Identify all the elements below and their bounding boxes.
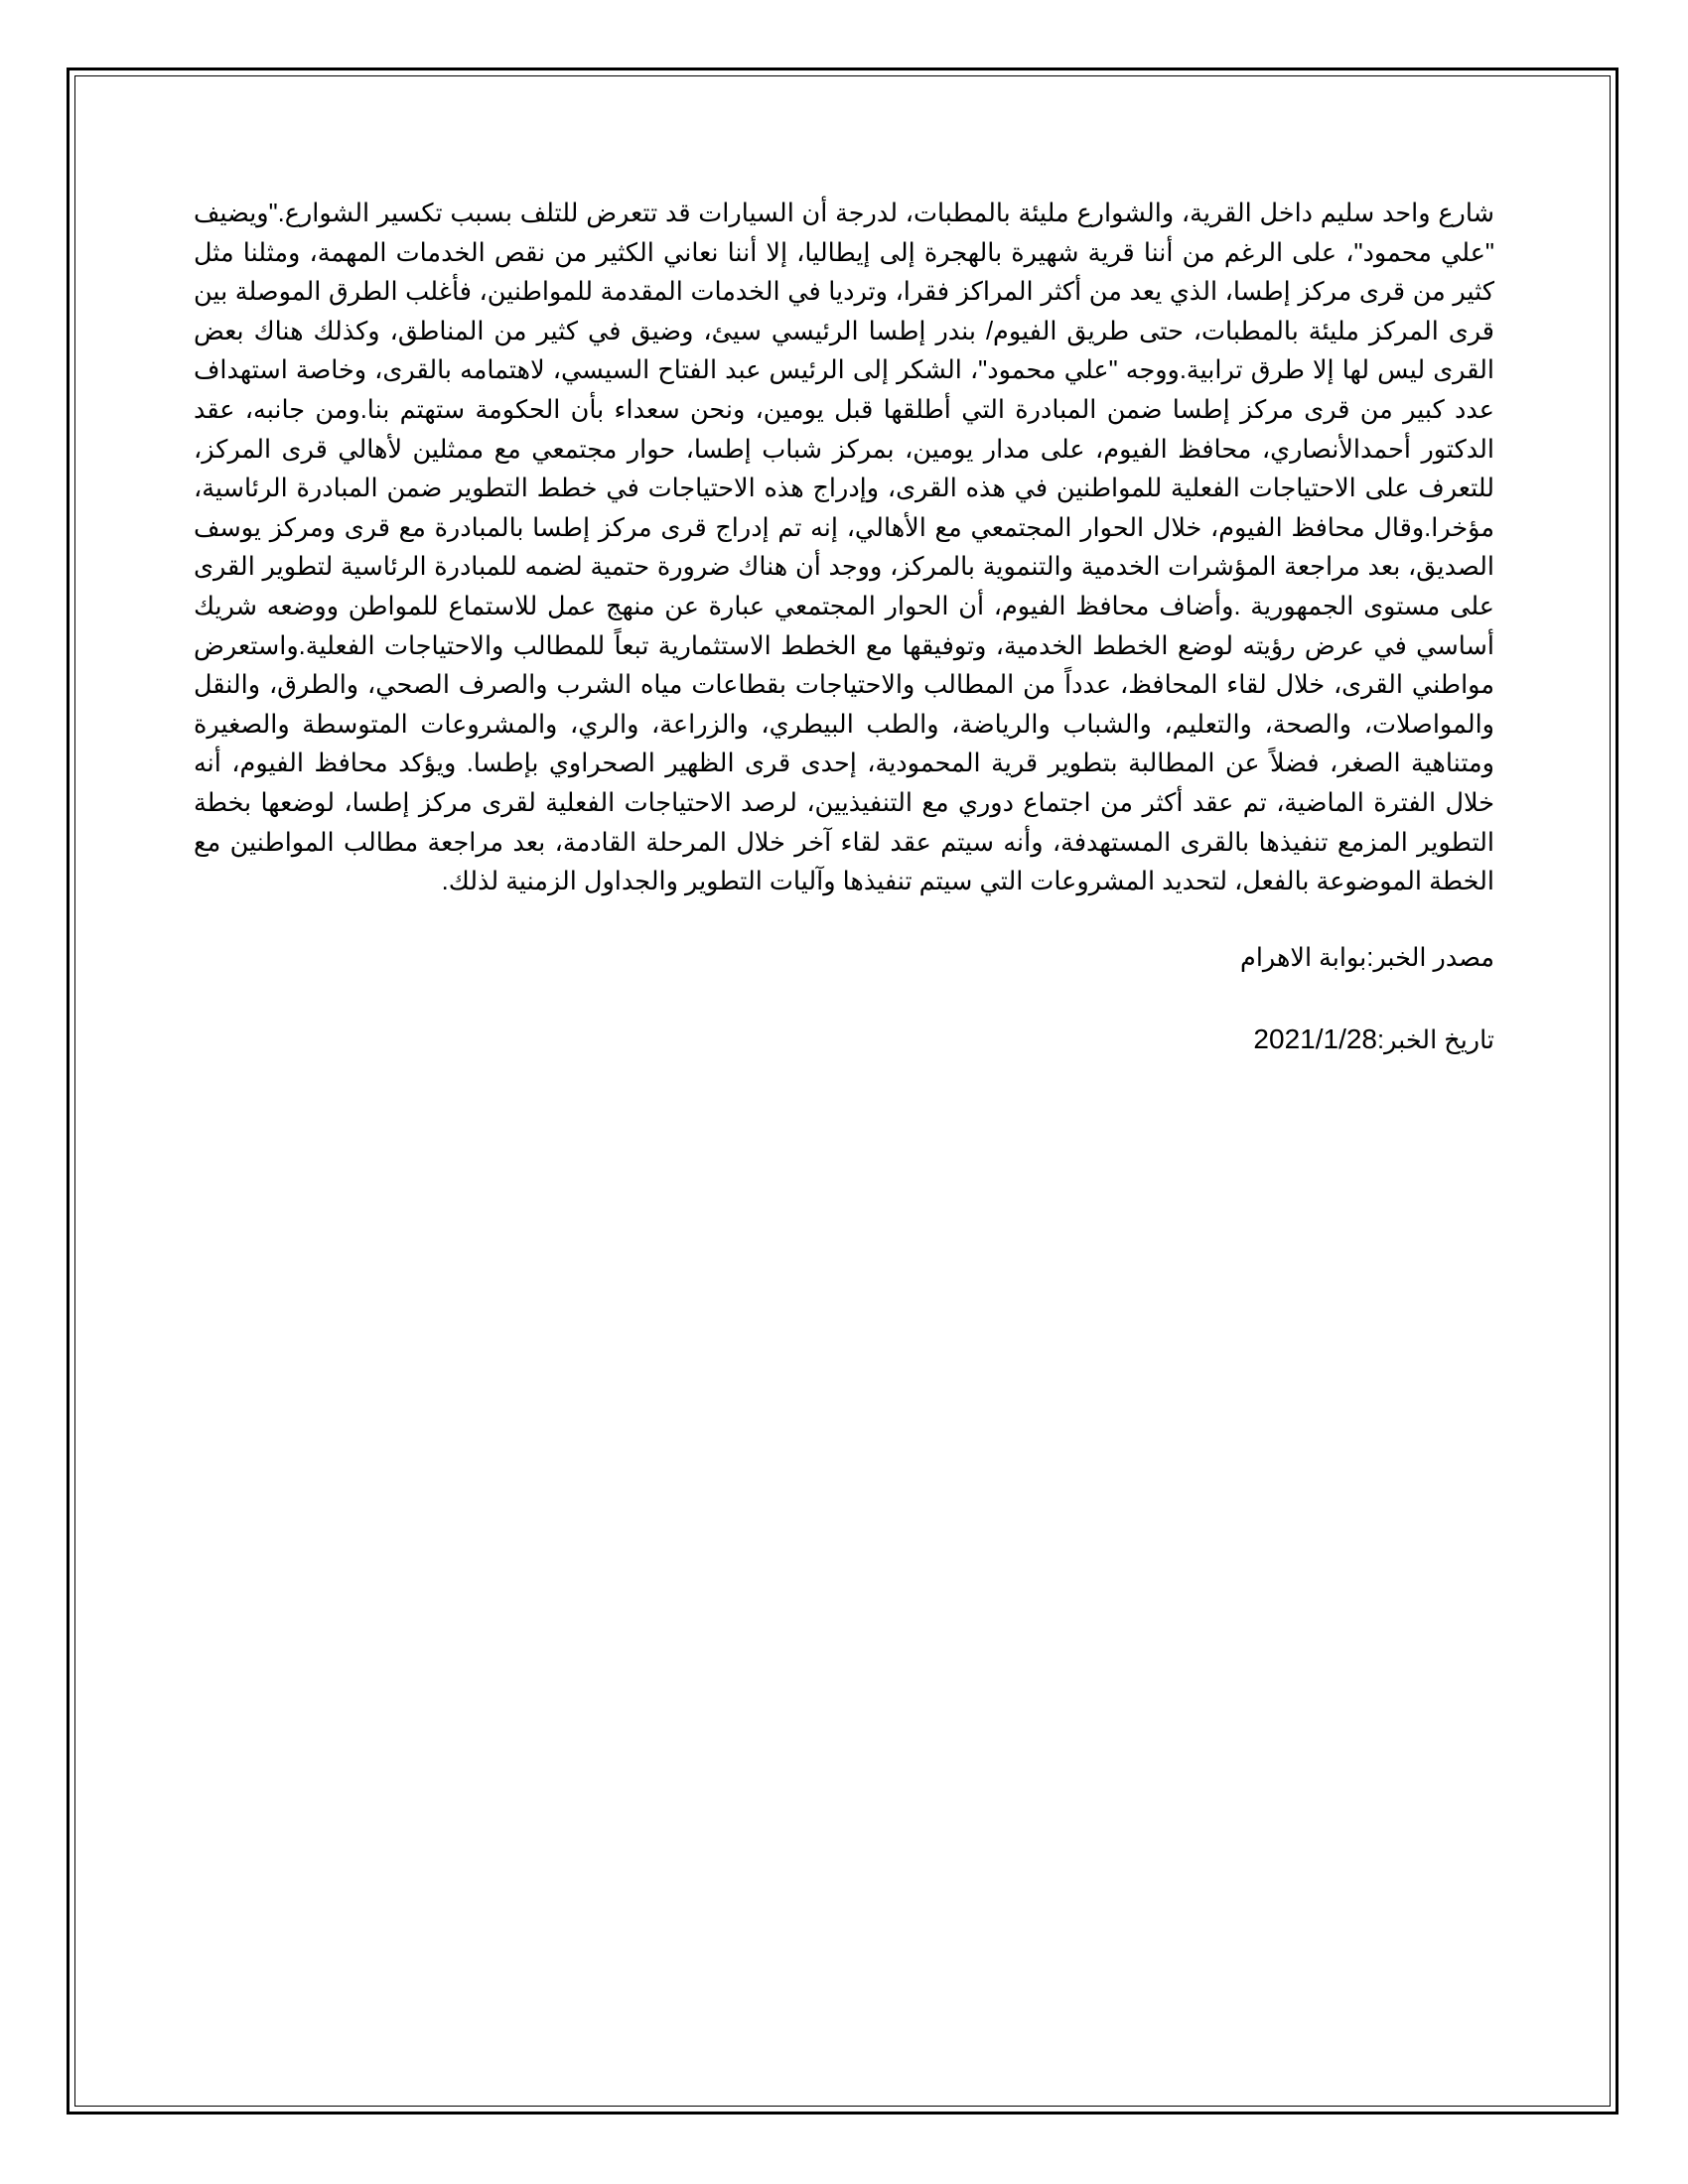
news-date bbox=[194, 1020, 1494, 1060]
news-date-label: تاريخ الخبر: bbox=[1377, 1025, 1494, 1054]
news-source-value: بوابة الاهرام bbox=[1240, 943, 1367, 972]
news-source bbox=[194, 938, 1494, 978]
news-source-label: مصدر الخبر: bbox=[1366, 943, 1494, 972]
article-body: شارع واحد سليم داخل القرية، والشوارع مليئة بالمطبات، لدرجة أن السيارات قد تتعرض للتلف بسبب تكسير الشوارع."ويضيف "علي محمود"، على الرغم من أننا قرية شهيرة بالهجرة إلى إيطاليا، إلا أننا نعاني الكثير من نقص الخدمات المهمة، ومثلنا مثل كثير من قرى مركز إطسا، الذي يعد من أكثر المراكز فقرا، وترديا في الخدمات المقدمة للمواطنين، فأغلب الطرق الموصلة بين قرى المركز مليئة بالمطبات، حتى طريق الفيوم/ بندر إطسا الرئيسي سيئ، وضيق في كثير من المناطق، وكذلك هناك بعض القرى ليس لها إلا طرق ترابية.ووجه "علي محمود"، الشكر إلى الرئيس عبد الفتاح السيسي، لاهتمامه بالقرى، وخاصة استهداف عدد كبير من قرى مركز إطسا ضمن المبادرة التي أطلقها قبل يومين، ونحن سعداء بأن الحكومة ستهتم بنا.ومن جانبه، عقد الدكتور أحمدالأنصاري، محافظ الفيوم، على مدار يومين، بمركز شباب إطسا، حوار مجتمعي مع ممثلين لأهالي قرى المركز، للتعرف على الاحتياجات الفعلية للمواطنين في هذه القرى، وإدراج هذه الاحتياجات في خطط التطوير ضمن المبادرة الرئاسية، مؤخرا.وقال محافظ الفيوم، خلال الحوار المجتمعي مع الأهالي، إنه تم إدراج قرى مركز إطسا بالمبادرة مع قرى ومركز يوسف الصديق، بعد مراجعة المؤشرات الخدمية والتنموية بالمركز، ووجد أن هناك ضرورة حتمية لضمه للمبادرة الرئاسية لتطوير القرى على مستوى الجمهورية .وأضاف محافظ الفيوم، أن الحوار المجتمعي عبارة عن منهج عمل للاستماع للمواطن ووضعه شريك أساسي في عرض رؤيته لوضع الخطط الخدمية، وتوفيقها مع الخطط الاستثمارية تبعاً للمطالب والاحتياجات الفعلية.واستعرض مواطني القرى، خلال لقاء المحافظ، عدداً من المطالب والاحتياجات بقطاعات مياه الشرب والصرف الصحي، والطرق، والنقل والمواصلات، والصحة، والتعليم، والشباب والرياضة، والطب البيطري، والزراعة، والري، والمشروعات المتوسطة والصغيرة ومتناهية الصغر، فضلاً عن المطالبة بتطوير قرية المحمودية، إحدى قرى الظهير الصحراوي بإطسا. ويؤكد محافظ الفيوم، أنه خلال الفترة الماضية، تم عقد أكثر من اجتماع دوري مع التنفيذيين، لرصد الاحتياجات الفعلية لقرى مركز إطسا، لوضعها بخطة التطوير المزمع تنفيذها بالقرى المستهدفة، وأنه سيتم عقد لقاء آخر خلال المرحلة القادمة، بعد مراجعة مطالب المواطنين مع الخطة الموضوعة بالفعل، لتحديد المشروعات التي سيتم تنفيذها وآليات التطوير والجداول الزمنية لذلك. bbox=[194, 200, 1494, 896]
article-content bbox=[194, 195, 1494, 1060]
news-date-value: 2021/1/28 bbox=[1253, 1023, 1377, 1054]
